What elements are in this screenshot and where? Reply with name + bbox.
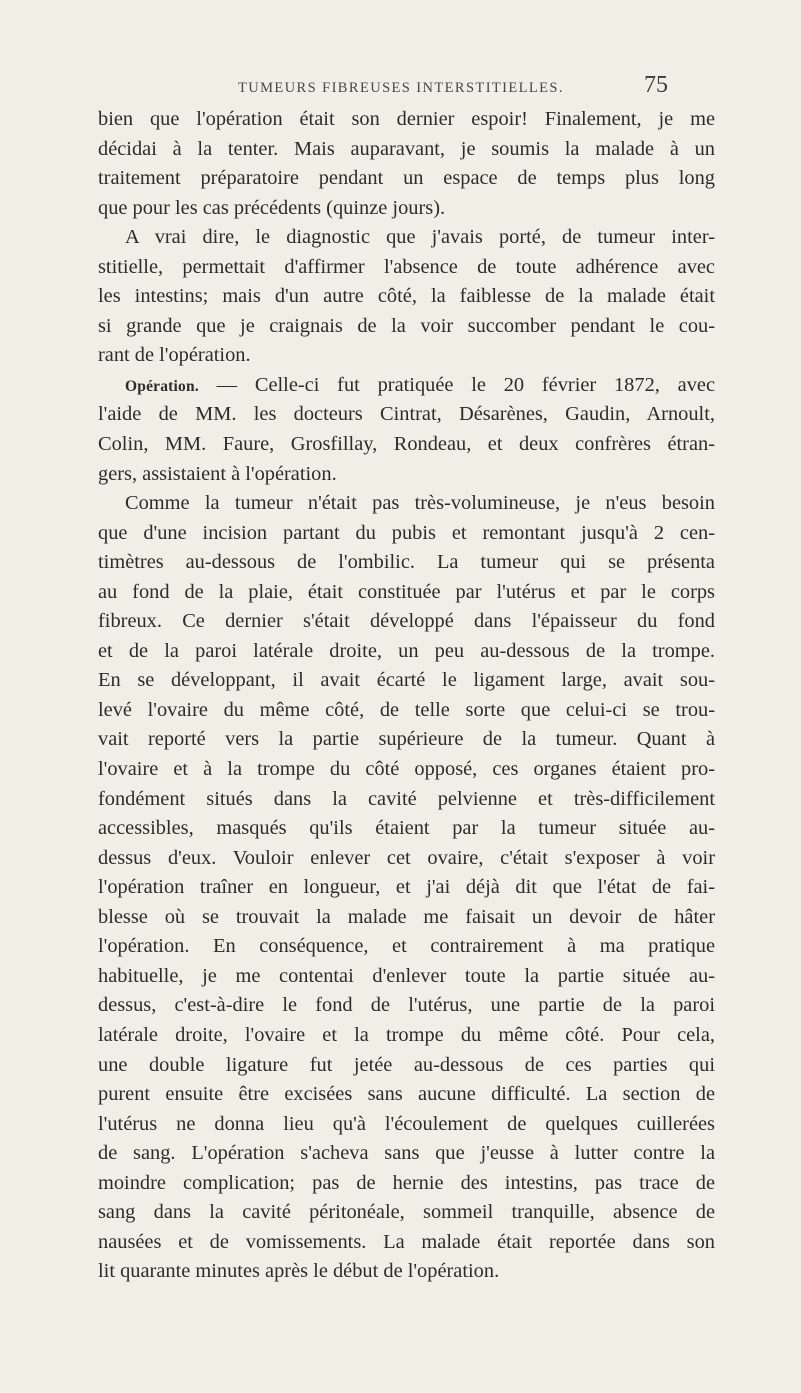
text-line: purent ensuite être excisées sans aucune difficulté. La section de xyxy=(98,1083,715,1106)
text-line: l'aide de MM. les docteurs Cintrat, Désarènes, Gaudin, Arnoult, xyxy=(98,403,715,426)
text-line: stitielle, permettait d'affirmer l'absence de toute adhérence avec xyxy=(98,255,715,278)
text-line: que d'une incision partant du pubis et remontant jusqu'à 2 cen- xyxy=(98,521,715,544)
running-header xyxy=(238,72,668,104)
text-line: vait reporté vers la partie supérieure de la tumeur. Quant à xyxy=(98,728,715,751)
text-line: dessus, c'est-à-dire le fond de l'utérus, une partie de la paroi xyxy=(98,994,715,1017)
text-line: accessibles, masqués qu'ils étaient par la tumeur située au- xyxy=(98,817,715,840)
text-line: fibreux. Ce dernier s'était développé dans l'épaisseur du fond xyxy=(98,610,715,633)
text-line: En se développant, il avait écarté le ligament large, avait sou- xyxy=(98,669,715,692)
text-line: l'opération. En conséquence, et contrairement à ma pratique xyxy=(98,935,715,958)
section-separator: — xyxy=(198,373,255,396)
text-line: levé l'ovaire du même côté, de telle sorte que celui-ci se trou- xyxy=(98,698,715,721)
text-line: sang dans la cavité péritonéale, sommeil tranquille, absence de xyxy=(98,1201,715,1224)
text-line: nausées et de vomissements. La malade était reportée dans son xyxy=(98,1230,715,1253)
text-line: si grande que je craignais de la voir succomber pendant le cou- xyxy=(98,314,715,337)
text-line: l'opération traîner en longueur, et j'ai déjà dit que l'état de fai- xyxy=(98,876,715,899)
text-line: latérale droite, l'ovaire et la trompe du même côté. Pour cela, xyxy=(98,1023,715,1046)
text-line: l'utérus ne donna lieu qu'à l'écoulement de quelques cuillerées xyxy=(98,1112,715,1135)
text-line: décidai à la tenter. Mais auparavant, je soumis la malade à un xyxy=(98,137,715,160)
text-line: fondément situés dans la cavité pelvienne et très-difficilement xyxy=(98,787,715,810)
text-line: rant de l'opération. xyxy=(98,344,251,367)
text-line: lit quarante minutes après le début de l'opération. xyxy=(98,1260,500,1283)
page-number: 75 xyxy=(644,72,668,98)
text-line: traitement préparatoire pendant un espace de temps plus long xyxy=(98,167,715,190)
text-line: que pour les cas précédents (quinze jours). xyxy=(98,196,446,219)
text-line: l'ovaire et à la trompe du côté opposé, ces organes étaient pro- xyxy=(98,758,715,781)
text-line: les intestins; mais d'un autre côté, la faiblesse de la malade était xyxy=(98,285,715,308)
text-line: moindre complication; pas de hernie des intestins, pas trace de xyxy=(98,1171,715,1194)
text-line: habituelle, je me contentai d'enlever toute la partie située au- xyxy=(98,964,715,987)
text-line: au fond de la plaie, était constituée par l'utérus et par le corps xyxy=(98,580,715,603)
section-lead-text: Celle-ci fut pratiquée le 20 février 1872, avec xyxy=(254,373,715,396)
section-label: Opération. xyxy=(125,377,199,395)
text-line: timètres au-dessous de l'ombilic. La tumeur qui se présenta xyxy=(98,551,715,574)
text-line: Colin, MM. Faure, Grosfillay, Rondeau, et deux confrères étran- xyxy=(98,433,715,456)
text-line: et de la paroi latérale droite, un peu au-dessous de la trompe. xyxy=(98,639,715,662)
body-text xyxy=(98,105,715,1287)
text-line: blesse où se trouvait la malade me faisait un devoir de hâter xyxy=(98,905,715,928)
text-line: une double ligature fut jetée au-dessous de ces parties qui xyxy=(98,1053,715,1076)
paragraph-start-line: A vrai dire, le diagnostic que j'avais porté, de tumeur inter- xyxy=(125,226,715,249)
running-title: TUMEURS FIBREUSES INTERSTITIELLES. xyxy=(238,80,564,96)
paragraph-start-line: Comme la tumeur n'était pas très-volumineuse, je n'eus besoin xyxy=(125,492,715,515)
text-line: dessus d'eux. Vouloir enlever cet ovaire, c'était s'exposer à voir xyxy=(98,846,715,869)
text-line: gers, assistaient à l'opération. xyxy=(98,462,337,485)
text-line: bien que l'opération était son dernier espoir! Finalement, je me xyxy=(98,108,715,130)
text-line: de sang. L'opération s'acheva sans que j'eusse à lutter contre la xyxy=(98,1142,715,1165)
operation-heading-line xyxy=(98,371,715,401)
